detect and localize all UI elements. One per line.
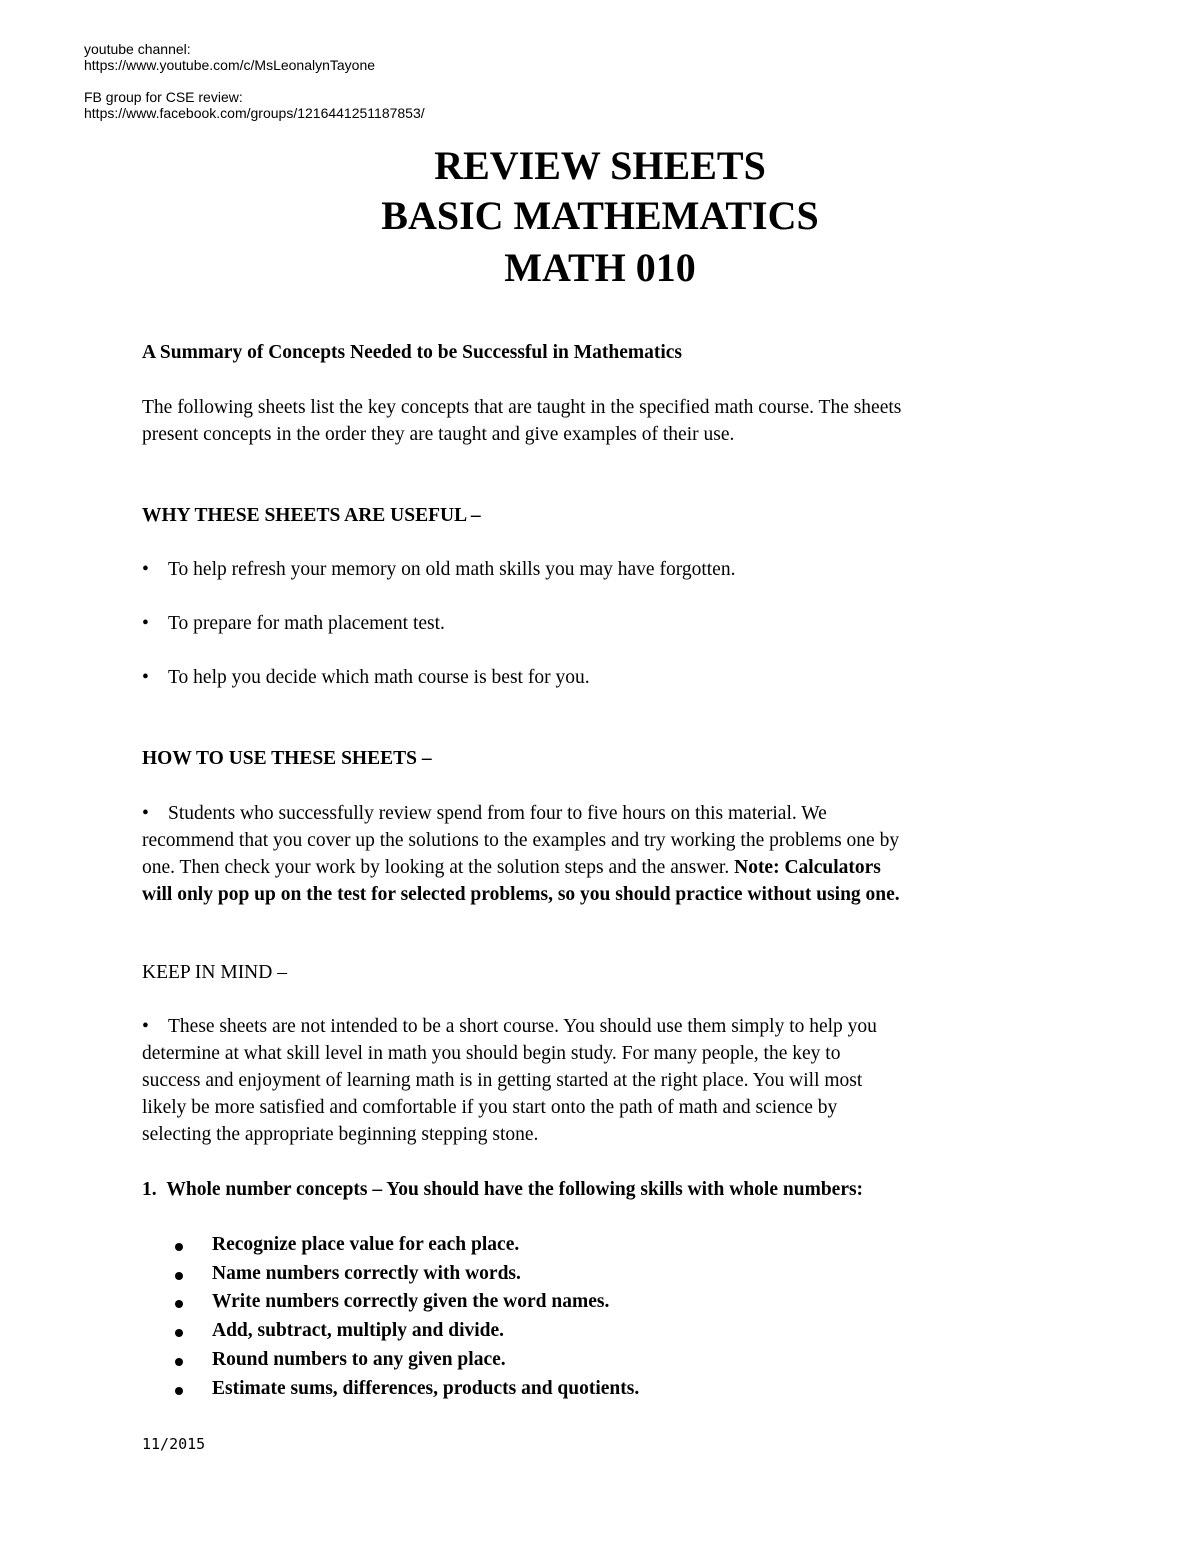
- footer-date: 11/2015: [142, 1435, 206, 1453]
- skill-item: Round numbers to any given place.: [212, 1349, 506, 1370]
- how-line-3-plain: one. Then check your work by looking at the solution steps and the answer.: [142, 857, 730, 878]
- summary-line-2: present concepts in the order they are taught and give examples of their use.: [142, 424, 735, 445]
- how-heading: HOW TO USE THESE SHEETS –: [142, 748, 432, 769]
- how-line-1: [142, 803, 827, 825]
- section1-number: 1.: [142, 1179, 157, 1200]
- bullet-icon: •: [142, 803, 149, 824]
- keep-line-1-text: These sheets are not intended to be a short course. You should use them simply to help you: [168, 1016, 877, 1037]
- skill-item: Name numbers correctly with words.: [212, 1263, 521, 1284]
- why-item: [142, 613, 445, 635]
- keep-line-2: determine at what skill level in math you should begin study. For many people, the key to: [142, 1043, 841, 1064]
- title-line-3: MATH 010: [504, 245, 696, 290]
- bullet-icon: [175, 1358, 183, 1366]
- how-line-3: [142, 857, 881, 879]
- why-item-text: To prepare for math placement test.: [168, 613, 445, 634]
- keep-heading: KEEP IN MIND –: [142, 962, 287, 983]
- section1-heading: [142, 1179, 863, 1201]
- how-line-1-text: Students who successfully review spend from four to five hours on this material. We: [168, 803, 827, 824]
- skill-item: Add, subtract, multiply and divide.: [212, 1320, 505, 1341]
- how-line-2: recommend that you cover up the solutions to the examples and try working the problems one by: [142, 830, 900, 851]
- how-note: Note: Calculators: [734, 857, 881, 878]
- skill-item: Recognize place value for each place.: [212, 1234, 520, 1255]
- keep-line-5: selecting the appropriate beginning stepping stone.: [142, 1124, 539, 1145]
- summary-heading: A Summary of Concepts Needed to be Successful in Mathematics: [142, 342, 683, 363]
- youtube-url: https://www.youtube.com/c/MsLeonalynTayone: [84, 57, 376, 73]
- keep-line-3: success and enjoyment of learning math is in getting started at the right place. You will most: [142, 1070, 863, 1091]
- title-line-2: BASIC MATHEMATICS: [381, 193, 819, 238]
- title-line-1: REVIEW SHEETS: [434, 143, 766, 188]
- bullet-icon: •: [142, 559, 149, 580]
- summary-line-1: The following sheets list the key concepts that are taught in the specified math course. The sheets: [142, 397, 902, 418]
- why-item: [142, 667, 590, 689]
- youtube-label: youtube channel:: [84, 41, 191, 57]
- bullet-icon: [175, 1387, 183, 1395]
- bullet-icon: [175, 1300, 183, 1308]
- why-item-text: To help refresh your memory on old math skills you may have forgotten.: [168, 559, 736, 580]
- bullet-icon: [175, 1329, 183, 1337]
- fb-label: FB group for CSE review:: [84, 89, 243, 105]
- how-line-4: will only pop up on the test for selected problems, so you should practice without using one.: [142, 884, 900, 905]
- bullet-icon: •: [142, 1016, 149, 1037]
- section1-heading-text: Whole number concepts – You should have the following skills with whole numbers:: [166, 1179, 864, 1200]
- bullet-icon: [175, 1243, 183, 1251]
- skill-item: Write numbers correctly given the word names.: [212, 1291, 610, 1312]
- keep-line-4: likely be more satisfied and comfortable if you start onto the path of math and science by: [142, 1097, 838, 1118]
- bullet-icon: [175, 1272, 183, 1280]
- why-item: [142, 559, 735, 581]
- keep-line-1: [142, 1016, 877, 1038]
- why-item-text: To help you decide which math course is best for you.: [168, 667, 590, 688]
- skill-item: Estimate sums, differences, products and quotients.: [212, 1378, 640, 1399]
- bullet-icon: •: [142, 667, 149, 688]
- why-heading: WHY THESE SHEETS ARE USEFUL –: [142, 505, 481, 526]
- bullet-icon: •: [142, 613, 149, 634]
- fb-url: https://www.facebook.com/groups/1216441251187853/: [84, 105, 425, 121]
